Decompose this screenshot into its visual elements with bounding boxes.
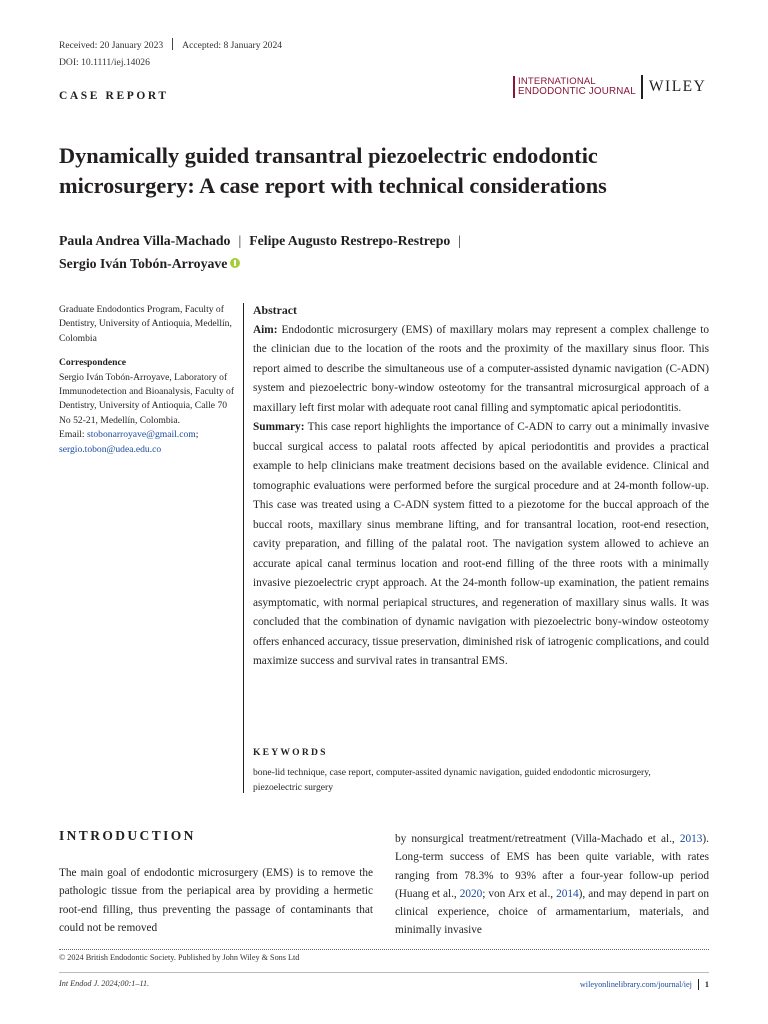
- journal-url-link[interactable]: wileyonlinelibrary.com/journal/iej: [579, 980, 692, 989]
- author-separator: |: [238, 233, 242, 248]
- footer-rule: [59, 972, 709, 973]
- accepted-date: Accepted: 8 January 2024: [182, 40, 283, 51]
- journal-logo: [513, 74, 706, 100]
- article-type: CASE REPORT: [59, 90, 169, 102]
- author-list: [59, 229, 709, 275]
- author-name[interactable]: Felipe Augusto Restrepo-Restrepo: [249, 233, 451, 248]
- doi[interactable]: DOI: 10.1111/iej.14026: [59, 57, 150, 68]
- summary-text: This case report highlights the importance of C-ADN to carry out a minimally invasive buccal surgical access to palatal roots affected by apical periodontitis and provides a practical example to help clinicians make treatment decisions based on the available evidence. Clinical and tomographic evaluations were performed before the surgical procedure and at 24-month follow-up. This case was treated using a C-ADN system fitted to a piezotome for the buccal approach of the buccal roots, maxillary sinus membrane lifting, and for transantral location, root-end resection, cavity preparation, and filling of the palatal root. The navigation system allowed to achieve an accurate apical canal terminus location and root-end filling of the three roots with a minimally invasive piezoelectric crypt approach. At the 24-month follow-up examination, the patient remains asymptomatic, with normal periapical structures, and regeneration of maxillary sinus walls. It was concluded that the combination of dynamic navigation with piezoelectric bony-window osteotomy offers enhanced accuracy, tissue preservation, diminished risk of iatrogenic complications, and could maximize success and survival rates in transantral EMS.: [253, 421, 709, 667]
- aim-text: Endodontic microsurgery (EMS) of maxillary molars may represent a complex challenge to the clinician due to the location of the roots and the proximity of the maxillary sinus floor. This report aimed to describe the simultaneous use of a computer-assisted dynamic navigation (C-ADN) system and piezoelectric bony-window osteotomy for the transantral microsurgical approach of a maxillary left first molar with adequate root canal filling and symptomatic apical periodontitis.: [253, 323, 709, 414]
- author-separator: |: [458, 233, 462, 248]
- abstract-rule: [243, 303, 244, 793]
- page-number: 1: [698, 979, 709, 990]
- journal-name-line1: INTERNATIONAL: [518, 76, 596, 87]
- affiliation-sidebar: [59, 303, 239, 457]
- affiliation: Graduate Endodontics Program, Faculty of Dentistry, University of Antioquia, Medellín, Colombia: [59, 304, 232, 344]
- logo-bar: [513, 76, 515, 98]
- received-date: Received: 20 January 2023: [59, 40, 164, 51]
- citation-link[interactable]: 2014: [556, 887, 579, 900]
- journal-citation: Int Endod J. 2024;00:1–11.: [59, 979, 150, 988]
- copyright-notice: © 2024 British Endodontic Society. Published by John Wiley & Sons Ltd: [59, 953, 300, 962]
- citation-link[interactable]: 2013: [679, 833, 703, 845]
- abstract-heading: Abstract: [253, 303, 297, 317]
- keywords-list: bone-lid technique, case report, computer-assited dynamic navigation, guided endodontic microsurgery, piezoelectric surgery: [253, 767, 651, 793]
- summary-label: Summary:: [253, 421, 305, 433]
- correspondence-heading: Correspondence: [59, 357, 126, 369]
- publisher-logo: WILEY: [648, 78, 707, 95]
- author-name[interactable]: Sergio Iván Tobón-Arroyave: [59, 256, 228, 271]
- abstract-aim: [253, 321, 709, 419]
- footer-dotted-rule: [59, 949, 709, 950]
- aim-label: Aim:: [253, 323, 278, 336]
- section-heading-introduction: INTRODUCTION: [59, 828, 196, 843]
- footer-right: [580, 979, 709, 990]
- email-label: Email:: [59, 429, 85, 441]
- intro-paragraph-right: [395, 830, 709, 940]
- intro-text: ). Long-term success of EMS has been quite variable, with rates ranging from 78.3% to 93% after a four-year follow-up period (Huang et al.,: [395, 833, 709, 900]
- abstract: [253, 301, 709, 672]
- intro-text: ; von Arx et al.,: [482, 887, 557, 900]
- journal-name-line2: ENDODONTIC JOURNAL: [518, 86, 636, 97]
- journal-name: [518, 77, 636, 97]
- abstract-summary: [253, 418, 709, 672]
- orcid-icon[interactable]: [230, 258, 240, 268]
- email-link-primary[interactable]: stobonarroyave@gmail.com: [86, 429, 196, 441]
- citation-link[interactable]: 2020: [459, 887, 483, 900]
- correspondence-email: [59, 428, 239, 457]
- correspondence-address: Sergio Iván Tobón-Arroyave, Laboratory of Immunodetection and Bioanalysis, Faculty of Dentistry, University of Antioquia, Calle 70 No 52-21, Medellín, Colombia.: [59, 371, 235, 426]
- intro-text: ), and may depend in part on clinical experience, choice of armamentarium, materials, and minimally invasive: [395, 887, 710, 937]
- article-title: Dynamically guided transantral piezoelectric endodontic microsurgery: A case report with technical considerations: [59, 143, 607, 198]
- email-link-secondary[interactable]: sergio.tobon@udea.edu.co: [59, 443, 162, 455]
- author-name[interactable]: Paula Andrea Villa-Machado: [59, 233, 231, 248]
- intro-paragraph-left: The main goal of endodontic microsurgery (EMS) is to remove the pathologic tissue from the periapical area by providing a hermetic root-end filling, thus preventing the passage of contaminants that could not be removed: [59, 867, 373, 934]
- article-dates: [59, 38, 282, 52]
- intro-text: by nonsurgical treatment/retreatment (Villa-Machado et al.,: [395, 833, 680, 845]
- date-divider: [172, 38, 173, 50]
- logo-divider: [641, 75, 643, 99]
- keywords-heading: KEYWORDS: [253, 747, 328, 758]
- email-separator: ;: [195, 429, 199, 441]
